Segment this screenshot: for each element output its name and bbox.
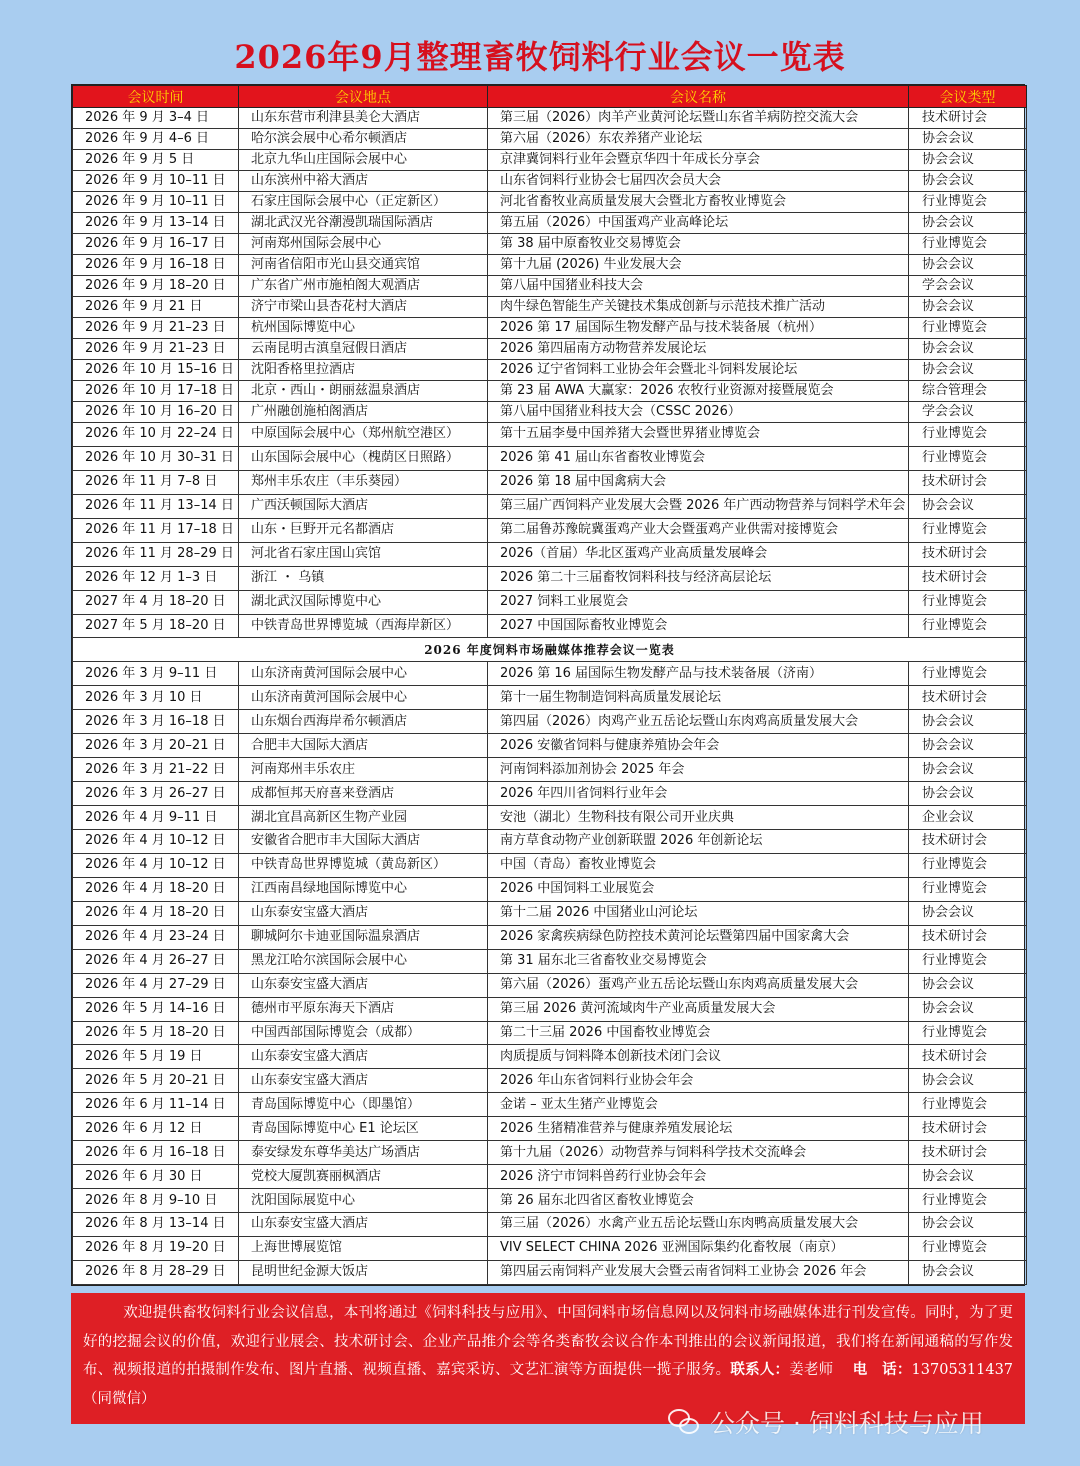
cell-type: 行业博览会 [909, 590, 1027, 614]
cell-type: 协会会议 [909, 997, 1027, 1021]
cell-location: 沈阳国际展览中心 [239, 1189, 488, 1213]
cell-type: 技术研讨会 [909, 566, 1027, 590]
cell-type: 协会会议 [909, 1165, 1027, 1189]
header-type: 会议类型 [909, 86, 1027, 108]
cell-name: 2026 第 41 届山东省畜牧业博览会 [488, 446, 909, 470]
table-row [73, 381, 1027, 402]
cell-type: 行业博览会 [909, 1093, 1027, 1117]
cell-name: 肉牛绿色智能生产关键技术集成创新与示范技术推广活动 [488, 297, 909, 318]
cell-time: 2026 年 12 月 1–3 日 [73, 566, 239, 590]
cell-type: 行业博览会 [909, 446, 1027, 470]
table-row [73, 925, 1027, 949]
table-row [73, 949, 1027, 973]
table-row [73, 129, 1027, 150]
cell-type: 行业博览会 [909, 949, 1027, 973]
cell-type: 协会会议 [909, 360, 1027, 381]
cell-type: 行业博览会 [909, 1236, 1027, 1260]
cell-time: 2026 年 4 月 18–20 日 [73, 901, 239, 925]
cell-name: 山东省饲料行业协会七届四次会员大会 [488, 171, 909, 192]
cell-location: 山东国际会展中心（槐荫区日照路） [239, 446, 488, 470]
cell-name: 2026 第 18 届中国禽病大会 [488, 470, 909, 494]
cell-time: 2026 年 9 月 10–11 日 [73, 171, 239, 192]
cell-type: 协会会议 [909, 171, 1027, 192]
phone-label: 电 话： [852, 1361, 912, 1378]
cell-type: 协会会议 [909, 973, 1027, 997]
cell-type: 协会会议 [909, 129, 1027, 150]
table-row [73, 997, 1027, 1021]
cell-location: 河北省石家庄国山宾馆 [239, 542, 488, 566]
table-row [73, 1141, 1027, 1165]
table-row [73, 518, 1027, 542]
table-row [73, 1165, 1027, 1189]
cell-location: 山东泰安宝盛大酒店 [239, 1213, 488, 1237]
table-row [73, 901, 1027, 925]
cell-time: 2026 年 3 月 10 日 [73, 686, 239, 710]
cell-name: 2027 饲料工业展览会 [488, 590, 909, 614]
cell-location: 广东省广州市施柏阁大观酒店 [239, 276, 488, 297]
cell-type: 协会会议 [909, 734, 1027, 758]
cell-time: 2026 年 10 月 15–16 日 [73, 360, 239, 381]
cell-time: 2026 年 9 月 4–6 日 [73, 129, 239, 150]
cell-location: 山东济南黄河国际会展中心 [239, 662, 488, 686]
watermark [668, 1402, 984, 1442]
cell-time: 2026 年 6 月 11–14 日 [73, 1093, 239, 1117]
table-row [73, 1236, 1027, 1260]
table-row [73, 1189, 1027, 1213]
contact-name: 姜老师 [789, 1362, 834, 1378]
cell-name: 金诺 – 亚太生猪产业博览会 [488, 1093, 909, 1117]
table-row [73, 1117, 1027, 1141]
table-row [73, 213, 1027, 234]
cell-type: 行业博览会 [909, 1189, 1027, 1213]
cell-name: 2026 第 17 届国际生物发酵产品与技术装备展（杭州） [488, 318, 909, 339]
cell-location: 山东・巨野开元名都酒店 [239, 518, 488, 542]
table-row [73, 234, 1027, 255]
cell-time: 2026 年 4 月 27–29 日 [73, 973, 239, 997]
table-row [73, 108, 1027, 129]
header-name: 会议名称 [488, 86, 909, 108]
wechat-icon [668, 1407, 702, 1437]
cell-type: 协会会议 [909, 710, 1027, 734]
cell-type: 行业博览会 [909, 192, 1027, 213]
cell-time: 2026 年 10 月 22–24 日 [73, 423, 239, 447]
cell-name: 南方草食动物产业创新联盟 2026 年创新论坛 [488, 830, 909, 854]
table-row [73, 1213, 1027, 1237]
cell-type: 行业博览会 [909, 423, 1027, 447]
cell-name: 河南饲料添加剂协会 2025 年会 [488, 758, 909, 782]
header-location: 会议地点 [239, 86, 488, 108]
cell-name: 2026 生猪精准营养与健康养殖发展论坛 [488, 1117, 909, 1141]
table-row [73, 494, 1027, 518]
cell-type: 行业博览会 [909, 853, 1027, 877]
cell-location: 德州市平原东海天下酒店 [239, 997, 488, 1021]
cell-time: 2026 年 3 月 26–27 日 [73, 782, 239, 806]
cell-location: 黑龙江哈尔滨国际会展中心 [239, 949, 488, 973]
cell-name: 第十一届生物制造饲料高质量发展论坛 [488, 686, 909, 710]
cell-location: 哈尔滨会展中心希尔顿酒店 [239, 129, 488, 150]
cell-type: 协会会议 [909, 494, 1027, 518]
cell-time: 2026 年 9 月 21 日 [73, 297, 239, 318]
table-row [73, 1021, 1027, 1045]
table-row [73, 297, 1027, 318]
cell-type: 行业博览会 [909, 518, 1027, 542]
cell-name: 第十九届 (2026) 牛业发展大会 [488, 255, 909, 276]
cell-location: 上海世博展览馆 [239, 1236, 488, 1260]
table-row [73, 192, 1027, 213]
cell-location: 湖北武汉光谷潮漫凯瑞国际酒店 [239, 213, 488, 234]
cell-type: 行业博览会 [909, 614, 1027, 638]
watermark-text: 公众号 · 饲料科技与应用 [710, 1409, 984, 1438]
cell-time: 2026 年 3 月 9–11 日 [73, 662, 239, 686]
cell-type: 行业博览会 [909, 877, 1027, 901]
cell-time: 2026 年 9 月 18–20 日 [73, 276, 239, 297]
cell-location: 河南郑州国际会展中心 [239, 234, 488, 255]
cell-name: 第五届（2026）中国蛋鸡产业高峰论坛 [488, 213, 909, 234]
table-row [73, 276, 1027, 297]
table-row [73, 339, 1027, 360]
cell-location: 石家庄国际会展中心（正定新区） [239, 192, 488, 213]
cell-time: 2026 年 9 月 16–17 日 [73, 234, 239, 255]
cell-type: 协会会议 [909, 255, 1027, 276]
table-row [73, 542, 1027, 566]
cell-type: 协会会议 [909, 1069, 1027, 1093]
page-title: 2026年9月整理畜牧饲料行业会议一览表 [234, 38, 846, 76]
cell-type: 企业会议 [909, 806, 1027, 830]
cell-time: 2026 年 4 月 10–12 日 [73, 853, 239, 877]
cell-name: 第八届中国猪业科技大会 [488, 276, 909, 297]
cell-name: 2026 年四川省饲料行业年会 [488, 782, 909, 806]
table-row [73, 614, 1027, 638]
cell-time: 2026 年 8 月 28–29 日 [73, 1260, 239, 1284]
cell-type: 协会会议 [909, 213, 1027, 234]
table-row [73, 758, 1027, 782]
cell-type: 行业博览会 [909, 662, 1027, 686]
cell-type: 协会会议 [909, 758, 1027, 782]
cell-type: 技术研讨会 [909, 542, 1027, 566]
cell-location: 湖北武汉国际博览中心 [239, 590, 488, 614]
cell-location: 成都恒邦天府喜来登酒店 [239, 782, 488, 806]
cell-time: 2026 年 11 月 13–14 日 [73, 494, 239, 518]
section-divider-row [73, 638, 1027, 662]
cell-name: 2027 中国国际畜牧业博览会 [488, 614, 909, 638]
cell-type: 技术研讨会 [909, 108, 1027, 129]
cell-name: 2026 安徽省饲料与健康养殖协会年会 [488, 734, 909, 758]
cell-name: 第十五届李曼中国养猪大会暨世界猪业博览会 [488, 423, 909, 447]
cell-time: 2026 年 10 月 17–18 日 [73, 381, 239, 402]
meeting-table [72, 85, 1027, 1285]
cell-type: 协会会议 [909, 1260, 1027, 1284]
cell-location: 山东泰安宝盛大酒店 [239, 1069, 488, 1093]
cell-location: 济宁市梁山县杏花村大酒店 [239, 297, 488, 318]
footer-text: 欢迎提供畜牧饲料行业会议信息，本刊将通过《饲料科技与应用》、中国饲料市场信息网以及饲料市场融媒体进行刊发宣传。同时，为了更好的挖掘会议的价值，欢迎行业展会、技术研讨会、企业产品推介会等各类畜牧会议合作本刊推出的会议新闻报道，我们将在新闻通稿的写作发布、视频报道的拍摄制作发布、图片直播、视频直播、嘉宾采访、文艺汇演等方面提供一揽子服务。 [83, 1305, 1013, 1378]
cell-time: 2026 年 3 月 21–22 日 [73, 758, 239, 782]
cell-type: 技术研讨会 [909, 830, 1027, 854]
meeting-table-sheet [71, 84, 1025, 1286]
cell-location: 山东济南黄河国际会展中心 [239, 686, 488, 710]
table-row [73, 853, 1027, 877]
cell-location: 山东泰安宝盛大酒店 [239, 973, 488, 997]
cell-name: 第十二届 2026 中国猪业山河论坛 [488, 901, 909, 925]
table-row [73, 1069, 1027, 1093]
cell-location: 北京・西山・朗丽兹温泉酒店 [239, 381, 488, 402]
cell-location: 中铁青岛世界博览城（黄岛新区） [239, 853, 488, 877]
cell-location: 广州融创施柏阁酒店 [239, 402, 488, 423]
cell-name: 第三届广西饲料产业发展大会暨 2026 年广西动物营养与饲料学术年会 [488, 494, 909, 518]
cell-time: 2026 年 10 月 16–20 日 [73, 402, 239, 423]
cell-location: 广西沃顿国际大酒店 [239, 494, 488, 518]
cell-location: 北京九华山庄国际会展中心 [239, 150, 488, 171]
cell-name: 第三届（2026）肉羊产业黄河论坛暨山东省羊病防控交流大会 [488, 108, 909, 129]
cell-location: 安徽省合肥市丰大国际大酒店 [239, 830, 488, 854]
cell-location: 中国西部国际博览会（成都） [239, 1021, 488, 1045]
cell-time: 2026 年 9 月 10–11 日 [73, 192, 239, 213]
header-time: 会议时间 [73, 86, 239, 108]
cell-name: 第三届（2026）水禽产业五岳论坛暨山东肉鸭高质量发展大会 [488, 1213, 909, 1237]
cell-type: 协会会议 [909, 297, 1027, 318]
cell-time: 2026 年 8 月 13–14 日 [73, 1213, 239, 1237]
cell-time: 2026 年 9 月 13–14 日 [73, 213, 239, 234]
cell-time: 2026 年 5 月 19 日 [73, 1045, 239, 1069]
table-row [73, 150, 1027, 171]
cell-name: 2026 第二十三届畜牧饲料科技与经济高层论坛 [488, 566, 909, 590]
cell-location: 浙江 ・ 乌镇 [239, 566, 488, 590]
cell-type: 行业博览会 [909, 234, 1027, 255]
cell-time: 2026 年 4 月 10–12 日 [73, 830, 239, 854]
table-row [73, 318, 1027, 339]
table-row [73, 423, 1027, 447]
cell-name: 中国（青岛）畜牧业博览会 [488, 853, 909, 877]
cell-location: 湖北宜昌高新区生物产业园 [239, 806, 488, 830]
cell-type: 协会会议 [909, 1213, 1027, 1237]
cell-name: 第 23 届 AWA 大赢家：2026 农牧行业资源对接暨展览会 [488, 381, 909, 402]
cell-location: 江西南昌绿地国际博览中心 [239, 877, 488, 901]
cell-time: 2026 年 4 月 26–27 日 [73, 949, 239, 973]
section-divider: 2026 年度饲料市场融媒体推荐会议一览表 [73, 638, 1027, 662]
cell-time: 2026 年 4 月 9–11 日 [73, 806, 239, 830]
cell-type: 学会会议 [909, 276, 1027, 297]
cell-name: 第 31 届东北三省畜牧业交易博览会 [488, 949, 909, 973]
table-header-row [73, 86, 1027, 108]
cell-time: 2026 年 11 月 17–18 日 [73, 518, 239, 542]
cell-name: 第四届（2026）肉鸡产业五岳论坛暨山东肉鸡高质量发展大会 [488, 710, 909, 734]
cell-name: 第 26 届东北四省区畜牧业博览会 [488, 1189, 909, 1213]
cell-location: 山东滨州中裕大酒店 [239, 171, 488, 192]
cell-name: VIV SELECT CHINA 2026 亚洲国际集约化畜牧展（南京） [488, 1236, 909, 1260]
cell-type: 技术研讨会 [909, 1045, 1027, 1069]
contact-label: 联系人： [730, 1361, 790, 1378]
cell-type: 技术研讨会 [909, 470, 1027, 494]
table-row [73, 662, 1027, 686]
cell-name: 第三届 2026 黄河流域肉牛产业高质量发展大会 [488, 997, 909, 1021]
cell-name: 第二届鲁苏豫皖冀蛋鸡产业大会暨蛋鸡产业供需对接博览会 [488, 518, 909, 542]
cell-location: 山东烟台西海岸希尔顿酒店 [239, 710, 488, 734]
cell-location: 山东泰安宝盛大酒店 [239, 901, 488, 925]
cell-type: 行业博览会 [909, 318, 1027, 339]
cell-name: 2026 第四届南方动物营养发展论坛 [488, 339, 909, 360]
cell-name: 2026 家禽疾病绿色防控技术黄河论坛暨第四届中国家禽大会 [488, 925, 909, 949]
table-row [73, 255, 1027, 276]
cell-time: 2026 年 6 月 12 日 [73, 1117, 239, 1141]
cell-location: 中原国际会展中心（郑州航空港区） [239, 423, 488, 447]
table-row [73, 171, 1027, 192]
table-row [73, 446, 1027, 470]
cell-time: 2026 年 4 月 23–24 日 [73, 925, 239, 949]
cell-location: 沈阳香格里拉酒店 [239, 360, 488, 381]
table-row [73, 710, 1027, 734]
cell-location: 郑州丰乐农庄（丰乐葵园） [239, 470, 488, 494]
cell-name: 2026（首届）华北区蛋鸡产业高质量发展峰会 [488, 542, 909, 566]
table-row [73, 973, 1027, 997]
cell-name: 2026 第 16 届国际生物发酵产品与技术装备展（济南） [488, 662, 909, 686]
table-row [73, 734, 1027, 758]
cell-name: 第十九届（2026）动物营养与饲料科学技术交流峰会 [488, 1141, 909, 1165]
cell-time: 2026 年 4 月 18–20 日 [73, 877, 239, 901]
cell-time: 2026 年 11 月 28–29 日 [73, 542, 239, 566]
cell-name: 第六届（2026）东农养猪产业论坛 [488, 129, 909, 150]
cell-location: 山东东营市利津县美仑大酒店 [239, 108, 488, 129]
table-row [73, 470, 1027, 494]
cell-location: 云南昆明古滇皇冠假日酒店 [239, 339, 488, 360]
cell-name: 2026 辽宁省饲料工业协会年会暨北斗饲料发展论坛 [488, 360, 909, 381]
table-row [73, 1045, 1027, 1069]
cell-type: 技术研讨会 [909, 1117, 1027, 1141]
table-row [73, 830, 1027, 854]
cell-name: 京津冀饲料行业年会暨京华四十年成长分享会 [488, 150, 909, 171]
cell-name: 第八届中国猪业科技大会（CSSC 2026） [488, 402, 909, 423]
cell-name: 2026 年山东省饲料行业协会年会 [488, 1069, 909, 1093]
cell-name: 第二十三届 2026 中国畜牧业博览会 [488, 1021, 909, 1045]
cell-location: 山东泰安宝盛大酒店 [239, 1045, 488, 1069]
table-row [73, 1093, 1027, 1117]
cell-type: 技术研讨会 [909, 925, 1027, 949]
table-row [73, 782, 1027, 806]
table-row [73, 360, 1027, 381]
cell-time: 2026 年 6 月 16–18 日 [73, 1141, 239, 1165]
cell-type: 行业博览会 [909, 1021, 1027, 1045]
cell-name: 第 38 届中原畜牧业交易博览会 [488, 234, 909, 255]
cell-name: 河北省畜牧业高质量发展大会暨北方畜牧业博览会 [488, 192, 909, 213]
cell-location: 青岛国际博览中心（即墨馆） [239, 1093, 488, 1117]
cell-location: 中铁青岛世界博览城（西海岸新区） [239, 614, 488, 638]
cell-type: 综合管理会 [909, 381, 1027, 402]
cell-location: 河南省信阳市光山县交通宾馆 [239, 255, 488, 276]
cell-location: 杭州国际博览中心 [239, 318, 488, 339]
cell-time: 2027 年 4 月 18–20 日 [73, 590, 239, 614]
cell-time: 2026 年 5 月 14–16 日 [73, 997, 239, 1021]
cell-type: 协会会议 [909, 782, 1027, 806]
cell-time: 2027 年 5 月 18–20 日 [73, 614, 239, 638]
cell-time: 2026 年 9 月 5 日 [73, 150, 239, 171]
cell-location: 合肥丰大国际大酒店 [239, 734, 488, 758]
cell-name: 第四届云南饲料产业发展大会暨云南省饲料工业协会 2026 年会 [488, 1260, 909, 1284]
table-row [73, 806, 1027, 830]
table-row [73, 686, 1027, 710]
cell-time: 2026 年 9 月 21–23 日 [73, 318, 239, 339]
table-row [73, 877, 1027, 901]
cell-time: 2026 年 8 月 9–10 日 [73, 1189, 239, 1213]
cell-location: 聊城阿尔卡迪亚国际温泉酒店 [239, 925, 488, 949]
cell-location: 青岛国际博览中心 E1 论坛区 [239, 1117, 488, 1141]
cell-time: 2026 年 10 月 30–31 日 [73, 446, 239, 470]
cell-location: 昆明世纪金源大饭店 [239, 1260, 488, 1284]
cell-type: 技术研讨会 [909, 686, 1027, 710]
table-row [73, 566, 1027, 590]
cell-type: 协会会议 [909, 901, 1027, 925]
phone-number: 13705311437（同微信） [83, 1362, 1014, 1407]
cell-time: 2026 年 8 月 19–20 日 [73, 1236, 239, 1260]
cell-type: 协会会议 [909, 339, 1027, 360]
cell-time: 2026 年 5 月 20–21 日 [73, 1069, 239, 1093]
cell-time: 2026 年 3 月 20–21 日 [73, 734, 239, 758]
cell-name: 肉质提质与饲料降本创新技术闭门会议 [488, 1045, 909, 1069]
cell-location: 党校大厦凯赛丽枫酒店 [239, 1165, 488, 1189]
cell-type: 技术研讨会 [909, 1141, 1027, 1165]
table-row [73, 1260, 1027, 1284]
cell-name: 第六届（2026）蛋鸡产业五岳论坛暨山东肉鸡高质量发展大会 [488, 973, 909, 997]
cell-time: 2026 年 5 月 18–20 日 [73, 1021, 239, 1045]
cell-name: 2026 中国饲料工业展览会 [488, 877, 909, 901]
cell-name: 2026 济宁市饲料兽药行业协会年会 [488, 1165, 909, 1189]
cell-time: 2026 年 11 月 7–8 日 [73, 470, 239, 494]
cell-location: 河南郑州丰乐农庄 [239, 758, 488, 782]
cell-type: 协会会议 [909, 150, 1027, 171]
cell-type: 学会会议 [909, 402, 1027, 423]
table-row [73, 402, 1027, 423]
cell-name: 安池（湖北）生物科技有限公司开业庆典 [488, 806, 909, 830]
cell-time: 2026 年 6 月 30 日 [73, 1165, 239, 1189]
table-row [73, 590, 1027, 614]
cell-time: 2026 年 9 月 16–18 日 [73, 255, 239, 276]
cell-location: 泰安绿发东尊华美达广场酒店 [239, 1141, 488, 1165]
cell-time: 2026 年 3 月 16–18 日 [73, 710, 239, 734]
cell-time: 2026 年 9 月 21–23 日 [73, 339, 239, 360]
cell-time: 2026 年 9 月 3–4 日 [73, 108, 239, 129]
